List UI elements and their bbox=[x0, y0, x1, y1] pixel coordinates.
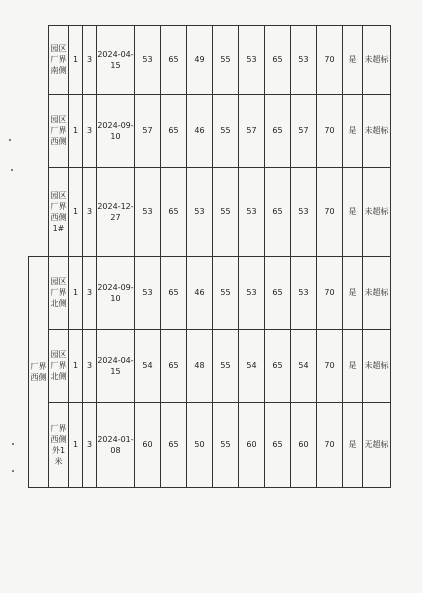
date-cell: 2024-12-27 bbox=[97, 167, 135, 256]
result-cell: 未超标 bbox=[363, 94, 391, 167]
value-cell: 53 bbox=[135, 167, 161, 256]
monitoring-table bbox=[28, 25, 391, 488]
date-cell: 2024-09-10 bbox=[97, 256, 135, 329]
value-cell: 53 bbox=[291, 256, 317, 329]
value-cell: 55 bbox=[213, 402, 239, 487]
value-cell: 53 bbox=[239, 26, 265, 95]
value-cell: 46 bbox=[187, 256, 213, 329]
cell-c1: 1 bbox=[69, 402, 83, 487]
value-cell: 48 bbox=[187, 329, 213, 402]
value-cell: 65 bbox=[161, 256, 187, 329]
location-cell: 园区厂界西侧1# bbox=[49, 167, 69, 256]
compliance-flag: 是 bbox=[343, 329, 363, 402]
value-cell: 65 bbox=[265, 256, 291, 329]
value-cell: 55 bbox=[213, 167, 239, 256]
value-cell: 70 bbox=[317, 94, 343, 167]
value-cell: 55 bbox=[213, 94, 239, 167]
cell-c2: 3 bbox=[83, 402, 97, 487]
compliance-flag: 是 bbox=[343, 26, 363, 95]
value-cell: 54 bbox=[239, 329, 265, 402]
scan-speck bbox=[9, 139, 11, 141]
cell-c2: 3 bbox=[83, 94, 97, 167]
result-cell: 未超标 bbox=[363, 167, 391, 256]
value-cell: 65 bbox=[265, 94, 291, 167]
table-row bbox=[29, 94, 391, 167]
value-cell: 70 bbox=[317, 167, 343, 256]
cell-c1: 1 bbox=[69, 256, 83, 329]
value-cell: 55 bbox=[213, 256, 239, 329]
location-cell: 厂界西侧外1米 bbox=[49, 402, 69, 487]
location-cell: 园区厂界北侧 bbox=[49, 256, 69, 329]
value-cell: 65 bbox=[161, 402, 187, 487]
date-cell: 2024-04-15 bbox=[97, 26, 135, 95]
value-cell: 46 bbox=[187, 94, 213, 167]
compliance-flag: 是 bbox=[343, 94, 363, 167]
cell-c1: 1 bbox=[69, 26, 83, 95]
cell-c1: 1 bbox=[69, 94, 83, 167]
value-cell: 53 bbox=[135, 256, 161, 329]
scan-speck bbox=[12, 470, 14, 472]
value-cell: 50 bbox=[187, 402, 213, 487]
table-row bbox=[29, 402, 391, 487]
date-cell: 2024-09-10 bbox=[97, 94, 135, 167]
value-cell: 65 bbox=[161, 167, 187, 256]
scan-speck bbox=[11, 169, 13, 171]
value-cell: 70 bbox=[317, 329, 343, 402]
value-cell: 57 bbox=[291, 94, 317, 167]
cell-c2: 3 bbox=[83, 329, 97, 402]
table-row bbox=[29, 26, 391, 95]
value-cell: 53 bbox=[135, 26, 161, 95]
scan-speck bbox=[12, 443, 14, 445]
group-label: 厂界西侧 bbox=[29, 256, 49, 487]
compliance-flag: 是 bbox=[343, 167, 363, 256]
table-row bbox=[29, 329, 391, 402]
location-cell: 园区厂界南侧 bbox=[49, 26, 69, 95]
value-cell: 60 bbox=[291, 402, 317, 487]
value-cell: 65 bbox=[161, 329, 187, 402]
table-row bbox=[29, 256, 391, 329]
blank-cell bbox=[29, 94, 49, 167]
value-cell: 70 bbox=[317, 256, 343, 329]
value-cell: 70 bbox=[317, 402, 343, 487]
value-cell: 70 bbox=[317, 26, 343, 95]
value-cell: 53 bbox=[291, 26, 317, 95]
value-cell: 60 bbox=[135, 402, 161, 487]
value-cell: 65 bbox=[161, 26, 187, 95]
table-row bbox=[29, 167, 391, 256]
compliance-flag: 是 bbox=[343, 256, 363, 329]
value-cell: 53 bbox=[291, 167, 317, 256]
blank-cell bbox=[29, 167, 49, 256]
value-cell: 53 bbox=[187, 167, 213, 256]
value-cell: 55 bbox=[213, 329, 239, 402]
result-cell: 未超标 bbox=[363, 256, 391, 329]
value-cell: 65 bbox=[265, 26, 291, 95]
value-cell: 55 bbox=[213, 26, 239, 95]
date-cell: 2024-04-15 bbox=[97, 329, 135, 402]
blank-cell bbox=[29, 26, 49, 95]
value-cell: 54 bbox=[291, 329, 317, 402]
cell-c1: 1 bbox=[69, 329, 83, 402]
date-cell: 2024-01-08 bbox=[97, 402, 135, 487]
result-cell: 未超标 bbox=[363, 329, 391, 402]
value-cell: 54 bbox=[135, 329, 161, 402]
value-cell: 65 bbox=[161, 94, 187, 167]
result-cell: 无超标 bbox=[363, 402, 391, 487]
value-cell: 57 bbox=[135, 94, 161, 167]
result-cell: 未超标 bbox=[363, 26, 391, 95]
cell-c2: 3 bbox=[83, 26, 97, 95]
cell-c1: 1 bbox=[69, 167, 83, 256]
value-cell: 65 bbox=[265, 167, 291, 256]
location-cell: 园区厂界西侧 bbox=[49, 94, 69, 167]
value-cell: 53 bbox=[239, 167, 265, 256]
cell-c2: 3 bbox=[83, 256, 97, 329]
value-cell: 65 bbox=[265, 329, 291, 402]
value-cell: 65 bbox=[265, 402, 291, 487]
cell-c2: 3 bbox=[83, 167, 97, 256]
compliance-flag: 是 bbox=[343, 402, 363, 487]
value-cell: 57 bbox=[239, 94, 265, 167]
value-cell: 49 bbox=[187, 26, 213, 95]
location-cell: 园区厂界北侧 bbox=[49, 329, 69, 402]
value-cell: 53 bbox=[239, 256, 265, 329]
value-cell: 60 bbox=[239, 402, 265, 487]
